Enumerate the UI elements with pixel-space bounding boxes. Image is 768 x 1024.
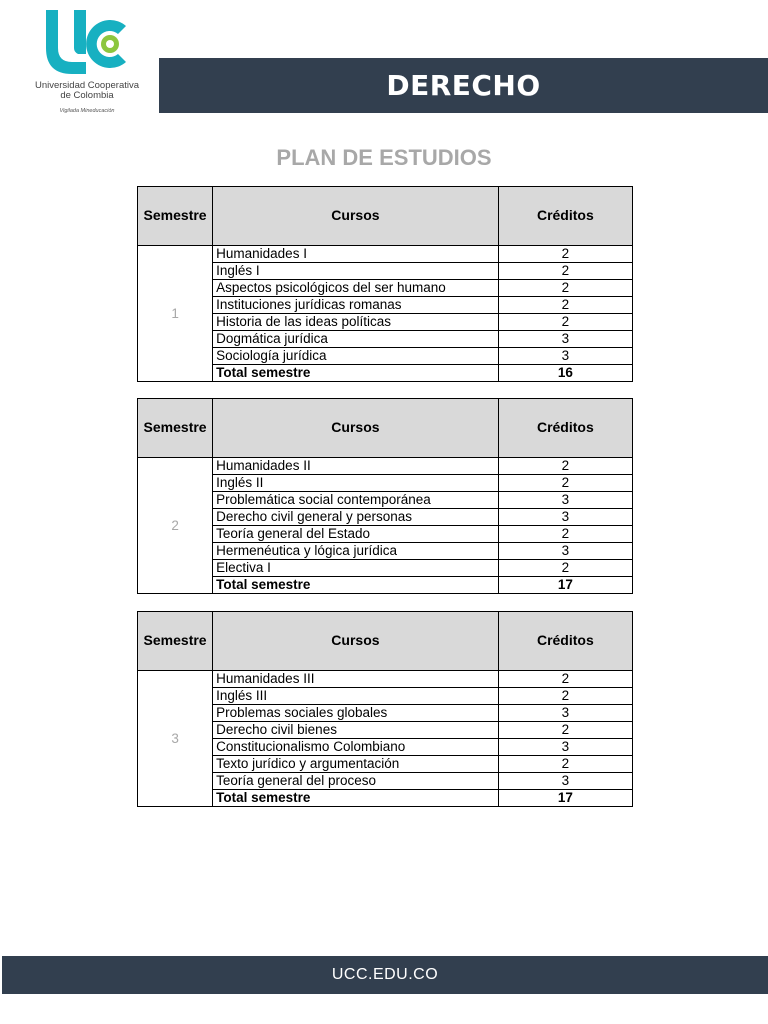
- semester-table: [137, 398, 633, 594]
- total-label: Total semestre: [213, 577, 499, 594]
- course-name: Teoría general del Estado: [213, 526, 499, 543]
- table-header-row: [138, 187, 633, 246]
- course-name: Instituciones jurídicas romanas: [213, 297, 499, 314]
- semester-number: 2: [138, 458, 213, 594]
- header-credits: Créditos: [498, 187, 632, 246]
- course-credits: 2: [498, 671, 632, 688]
- footer-bar: [2, 956, 768, 994]
- footer-url[interactable]: UCC.EDU.CO: [331, 966, 439, 983]
- table-row: [138, 509, 633, 526]
- course-name: Dogmática jurídica: [213, 331, 499, 348]
- course-name: Teoría general del proceso: [213, 773, 499, 790]
- semester-number: 1: [138, 246, 213, 382]
- course-name: Electiva I: [213, 560, 499, 577]
- course-credits: 2: [498, 458, 632, 475]
- course-credits: 2: [498, 688, 632, 705]
- course-name: Historia de las ideas políticas: [213, 314, 499, 331]
- course-name: Inglés III: [213, 688, 499, 705]
- course-credits: 2: [498, 722, 632, 739]
- course-credits: 2: [498, 314, 632, 331]
- table-row: [138, 543, 633, 560]
- course-name: Inglés I: [213, 263, 499, 280]
- table-row: [138, 458, 633, 475]
- course-name: Humanidades I: [213, 246, 499, 263]
- table-row: [138, 560, 633, 577]
- table-row: [138, 280, 633, 297]
- header-credits: Créditos: [498, 612, 632, 671]
- course-name: Constitucionalismo Colombiano: [213, 739, 499, 756]
- course-credits: 3: [498, 348, 632, 365]
- course-credits: 2: [498, 246, 632, 263]
- course-credits: 2: [498, 263, 632, 280]
- logo-name-line2: de Colombia: [60, 90, 114, 101]
- course-name: Aspectos psicológicos del ser humano: [213, 280, 499, 297]
- total-label: Total semestre: [213, 365, 499, 382]
- table-row: [138, 297, 633, 314]
- page-title: DERECHO: [386, 69, 541, 102]
- table-row: [138, 722, 633, 739]
- total-label: Total semestre: [213, 790, 499, 807]
- table-row: [138, 331, 633, 348]
- table-row: [138, 756, 633, 773]
- course-credits: 3: [498, 509, 632, 526]
- header-courses: Cursos: [213, 187, 499, 246]
- header-semester: Semestre: [138, 612, 213, 671]
- course-credits: 2: [498, 280, 632, 297]
- course-name: Problemas sociales globales: [213, 705, 499, 722]
- table-row: [138, 263, 633, 280]
- table-row: [138, 526, 633, 543]
- semester-table: [137, 611, 633, 807]
- course-credits: 2: [498, 297, 632, 314]
- course-credits: 2: [498, 475, 632, 492]
- course-credits: 3: [498, 492, 632, 509]
- course-name: Derecho civil bienes: [213, 722, 499, 739]
- plan-title: PLAN DE ESTUDIOS: [276, 145, 492, 170]
- course-name: Humanidades III: [213, 671, 499, 688]
- course-name: Hermenéutica y lógica jurídica: [213, 543, 499, 560]
- table-row: [138, 348, 633, 365]
- total-credits: 16: [498, 365, 632, 382]
- logo-name-line1: Universidad Cooperativa: [34, 80, 140, 91]
- table-row: [138, 705, 633, 722]
- university-logo: [28, 4, 146, 120]
- table-row: [138, 492, 633, 509]
- total-row: [138, 365, 633, 382]
- course-credits: 3: [498, 331, 632, 348]
- total-credits: 17: [498, 790, 632, 807]
- table-row: [138, 688, 633, 705]
- ucc-logo-icon: [28, 4, 146, 84]
- semester-table: [137, 186, 633, 382]
- course-credits: 3: [498, 705, 632, 722]
- course-name: Humanidades II: [213, 458, 499, 475]
- semester-number: 3: [138, 671, 213, 807]
- course-credits: 2: [498, 560, 632, 577]
- course-credits: 3: [498, 739, 632, 756]
- course-name: Texto jurídico y argumentación: [213, 756, 499, 773]
- header-bar: [159, 58, 768, 113]
- header-courses: Cursos: [213, 612, 499, 671]
- table-row: [138, 773, 633, 790]
- course-credits: 2: [498, 756, 632, 773]
- table-row: [138, 246, 633, 263]
- header-semester: Semestre: [138, 187, 213, 246]
- header-courses: Cursos: [213, 399, 499, 458]
- course-name: Derecho civil general y personas: [213, 509, 499, 526]
- course-name: Problemática social contemporánea: [213, 492, 499, 509]
- total-row: [138, 790, 633, 807]
- header-semester: Semestre: [138, 399, 213, 458]
- table-row: [138, 314, 633, 331]
- course-credits: 2: [498, 526, 632, 543]
- course-name: Inglés II: [213, 475, 499, 492]
- table-row: [138, 475, 633, 492]
- total-credits: 17: [498, 577, 632, 594]
- course-credits: 3: [498, 773, 632, 790]
- course-name: Sociología jurídica: [213, 348, 499, 365]
- header-credits: Créditos: [498, 399, 632, 458]
- table-header-row: [138, 399, 633, 458]
- total-row: [138, 577, 633, 594]
- table-row: [138, 739, 633, 756]
- table-row: [138, 671, 633, 688]
- course-credits: 3: [498, 543, 632, 560]
- logo-tagline: Vigilada Mineducación: [59, 108, 115, 114]
- table-header-row: [138, 612, 633, 671]
